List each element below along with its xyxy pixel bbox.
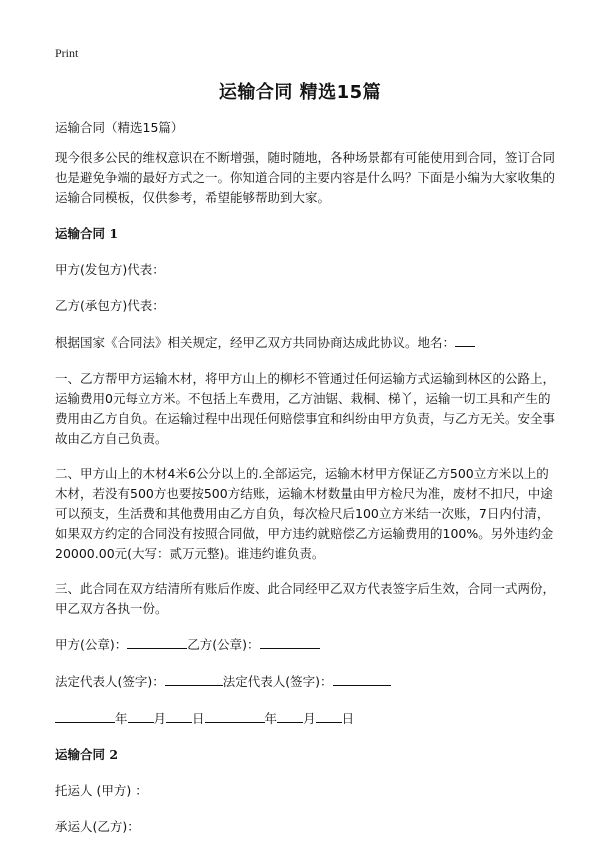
month-a-label: 月 [153, 711, 167, 726]
month-a-blank [128, 708, 154, 723]
representative-line [55, 671, 555, 692]
party-b-line: 乙方(承包方)代表： [55, 298, 165, 313]
year-a-label: 年 [115, 711, 128, 726]
contract-1-heading: 运输合同 1 [55, 226, 119, 241]
contract-2-heading: 运输合同 2 [55, 747, 119, 762]
clause-2: 二、甲方山上的木材4米6公分以上的.全部运完，运输木材甲方保证乙方500立方米以上的木材，若没有500方也要按500方结账，运输木材数量由甲方检尺为准，废材不扣尺，中途可以预支，生活费和其他费用由乙方自负，每次检尺后100立方米结一次账，7日内付清，如果双方约定的合同没有按照合同做，甲方违约就赔偿乙方运输费用的100%。另外违约金20000.00元(大写：贰万元整)。谁违约谁负责。 [55, 466, 554, 561]
document-body [55, 118, 555, 853]
seal-a-blank [127, 634, 187, 649]
month-b-label: 月 [303, 711, 316, 726]
day-b-label: 日 [341, 711, 355, 726]
print-link[interactable]: Print [55, 46, 79, 60]
page-title: 运输合同 精选15篇 [218, 82, 382, 103]
day-a-blank [166, 708, 192, 723]
seal-b-label: 乙方(公章)： [187, 637, 260, 652]
rep-a-blank [165, 671, 223, 686]
rep-a-label: 法定代表人(签字)： [55, 674, 165, 689]
basis-text: 根据国家《合同法》相关规定，经甲乙双方共同协商达成此协议。地名： [55, 335, 456, 350]
day-b-blank [316, 708, 342, 723]
document-subtitle: 运输合同（精选15篇） [55, 120, 184, 135]
rep-b-label: 法定代表人(签字)： [222, 674, 333, 689]
seal-b-blank [260, 634, 320, 649]
carrier-line: 承运人(乙方)： [55, 819, 140, 834]
seal-line [55, 634, 555, 655]
intro-paragraph: 现今很多公民的维权意识在不断增强，随时随地，各种场景都有可能使用到合同，签订合同也是避免争端的最好方式之一。你知道合同的主要内容是什么吗？下面是小编为大家收集的运输合同模板，仅供参考，希望能够帮助到大家。 [55, 150, 556, 205]
place-blank [455, 332, 475, 347]
day-a-label: 日 [192, 711, 205, 726]
basis-line [55, 332, 555, 353]
month-b-blank [277, 708, 303, 723]
rep-b-blank [333, 671, 391, 686]
year-a-blank [55, 708, 115, 723]
year-b-label: 年 [264, 711, 278, 726]
date-line [55, 708, 555, 729]
year-b-blank [205, 708, 265, 723]
party-a-line: 甲方(发包方)代表： [55, 262, 165, 277]
shipper-line: 托运人 (甲方) ： [55, 783, 148, 798]
clause-3: 三、此合同在双方结清所有账后作废、此合同经甲乙双方代表签字后生效，合同一式两份，甲乙双方各执一份。 [55, 581, 556, 616]
seal-a-label: 甲方(公章)： [55, 637, 128, 652]
clause-1: 一、乙方帮甲方运输木材，将甲方山上的柳杉不管通过任何运输方式运输到林区的公路上，运输费用0元每立方米。不包括上车费用，乙方油锯、栽桐、梯丫，运输一切工具和产生的费用由乙方自负。在运输过程中出现任何赔偿事宜和纠纷由甲方负责，与乙方无关。安全事故由乙方自己负责。 [55, 371, 556, 446]
